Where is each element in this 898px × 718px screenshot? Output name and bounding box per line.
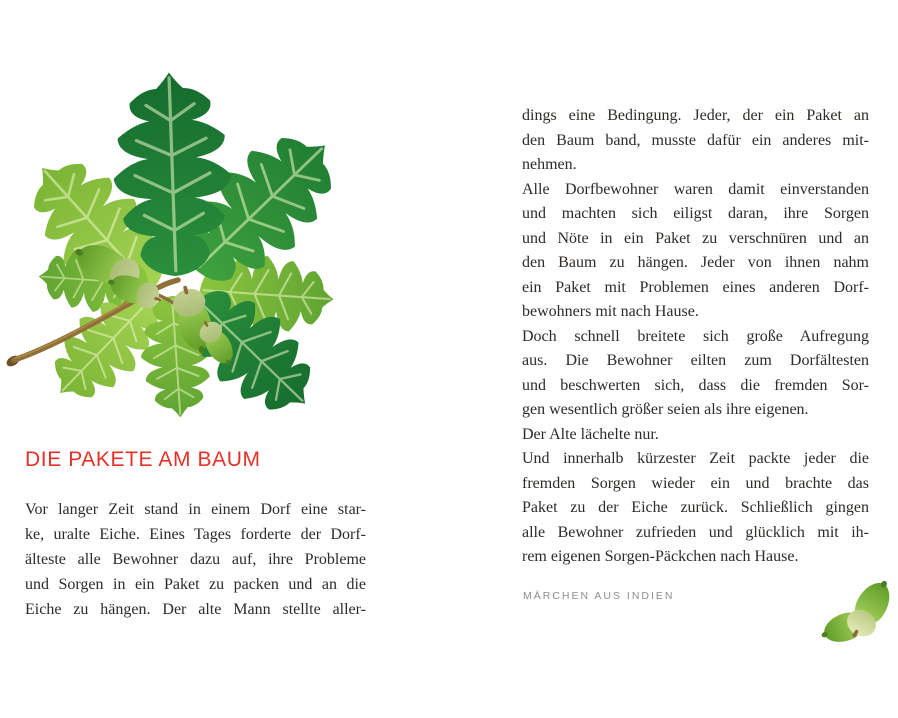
text-line: alle Bewohner zufrieden und glücklich mit ih- (522, 523, 869, 541)
text-line: den Baum band, musste dafür ein anderes mit- (522, 131, 869, 149)
acorn-vignette-illustration (818, 568, 894, 644)
right-page-text (522, 104, 869, 570)
text-line: nehmen. (522, 156, 577, 173)
text-line: Vor langer Zeit stand in einem Dorf eine star- (25, 501, 366, 518)
text-line: ein Paket mit Problemen eines anderen Dorf- (522, 278, 869, 296)
text-line: fremden Sorgen wieder ein und brachte das (522, 474, 869, 492)
text-line: und machten sich eiligst daran, ihre Sorgen (522, 205, 869, 222)
oak-branch-illustration (0, 52, 356, 430)
text-line: Der Alte lächelte nur. (522, 425, 659, 443)
text-line: Alle Dorfbewohner waren damit einverstanden (522, 180, 869, 198)
text-line: aus. Die Bewohner eilten zum Dorfältesten (522, 352, 869, 369)
text-line: den Baum zu hängen. Jeder von ihnen nahm (522, 254, 869, 271)
text-line: Eiche zu hängen. Der alte Mann stellte aller- (25, 601, 366, 618)
left-page-text (25, 497, 366, 622)
text-line: gen wesentlich größer seien als ihre eigenen. (522, 401, 809, 418)
text-line: Doch schnell breitete sich große Aufregung (522, 327, 869, 345)
text-line: bewohners mit nach Hause. (522, 303, 699, 320)
text-line: und Nöte in ein Paket zu verschnüren und an (522, 229, 869, 247)
text-line: Paket zu der Eiche zurück. Schließlich gingen (522, 499, 869, 516)
text-line: Und innerhalb kürzester Zeit packte jeder die (522, 450, 869, 467)
story-title: DIE PAKETE AM BAUM (25, 448, 261, 471)
text-line: rem eigenen Sorgen-Päckchen nach Hause. (522, 548, 799, 565)
text-line: und beschwerten sich, dass die fremden Sor- (522, 376, 869, 394)
text-line: älteste alle Bewohner dazu auf, ihre Probleme (25, 551, 366, 568)
source-caption: MÄRCHEN AUS INDIEN (523, 590, 675, 602)
text-line: und Sorgen in ein Paket zu packen und an die (25, 576, 366, 593)
text-line: ke, uralte Eiche. Eines Tages forderte der Dorf- (25, 526, 366, 543)
text-line: dings eine Bedingung. Jeder, der ein Paket an (522, 107, 869, 124)
